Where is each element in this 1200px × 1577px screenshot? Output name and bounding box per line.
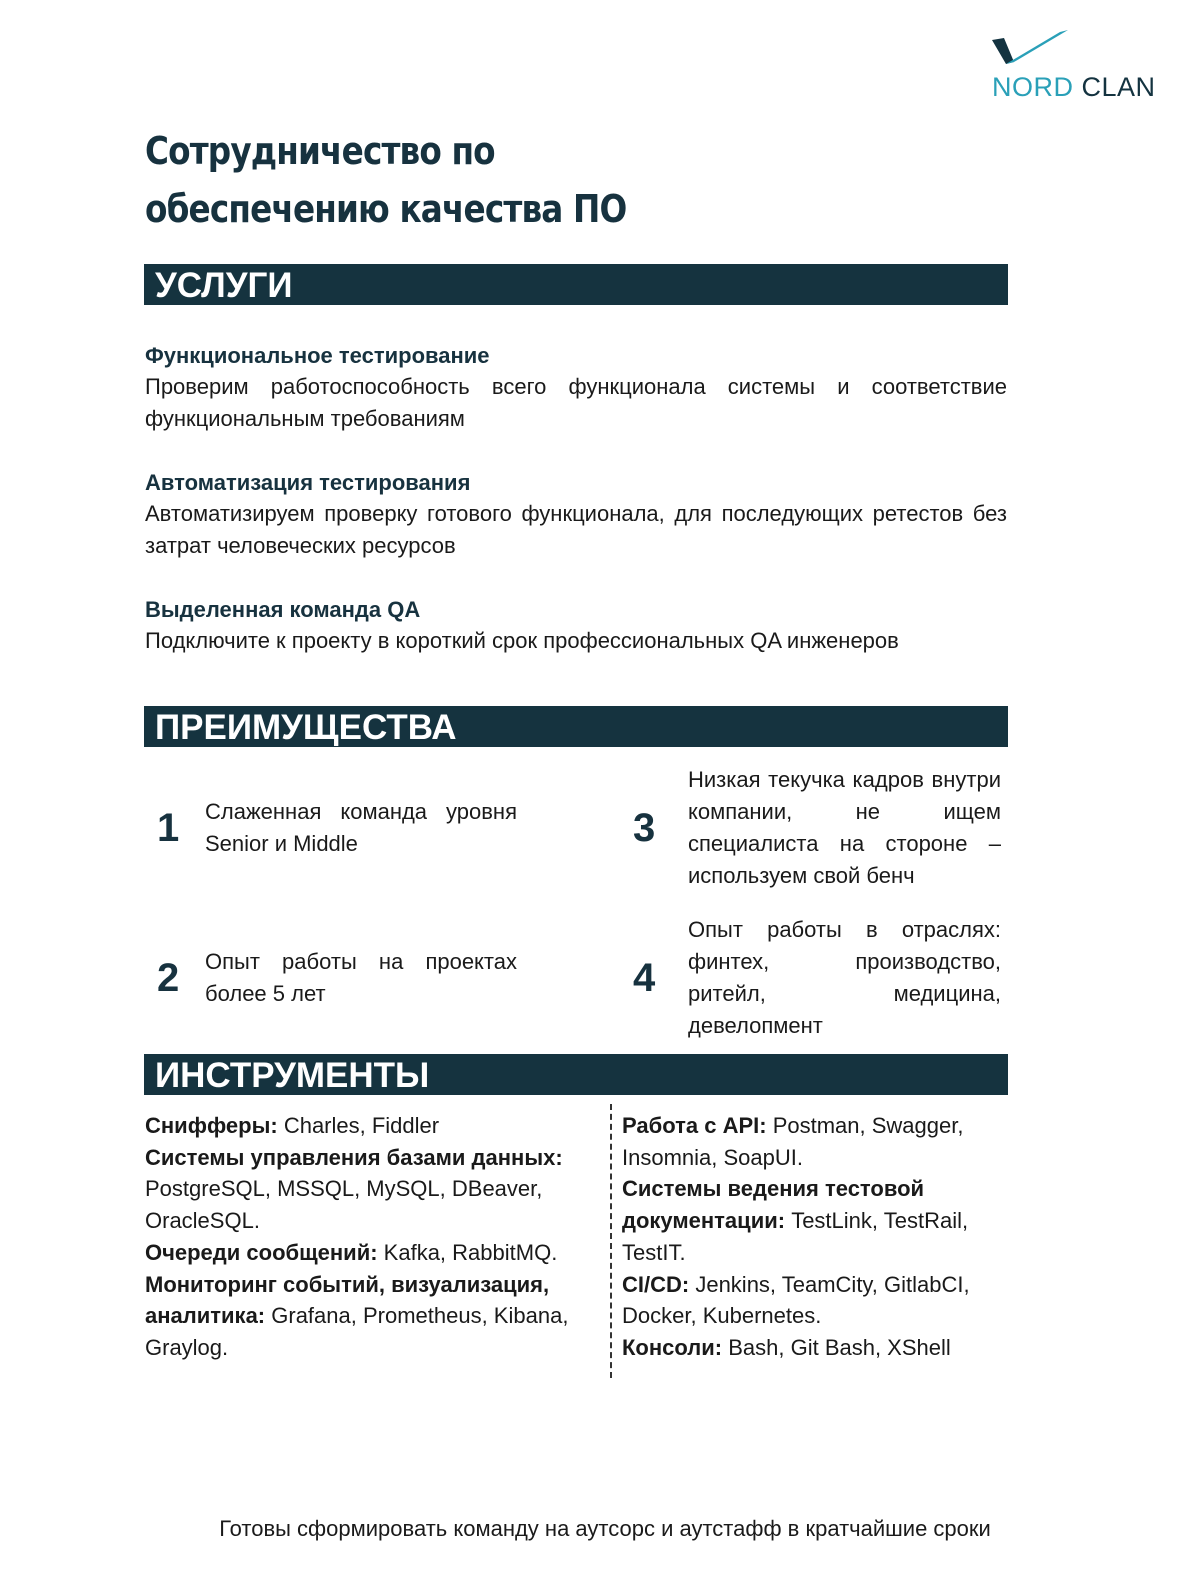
tool-group-test-documentation: Системы ведения тестовой документации: TestLink, TestRail, TestIT.	[622, 1176, 969, 1265]
service-title-functional: Функциональное тестирование	[145, 343, 490, 368]
page-title-line-2: обеспечению качества ПО	[145, 187, 627, 231]
advantage-text-3: Низкая текучка кадров внутри компании, не ищем специалиста на стороне – используем свой бенч	[688, 767, 1001, 888]
page-title	[145, 122, 678, 238]
page-title-line-1: Сотрудничество по	[145, 129, 495, 173]
tool-group-dbms: Системы управления базами данных: PostgreSQL, MSSQL, MySQL, DBeaver, OracleSQL.	[145, 1144, 563, 1234]
advantage-number-2: 2	[157, 956, 180, 1000]
advantage-number-3: 3	[633, 806, 656, 850]
logo-wordmark: NORD CLAN	[992, 72, 1156, 102]
tools-header: ИНСТРУМЕНТЫ	[144, 1054, 1008, 1095]
tools-column-divider	[610, 1104, 612, 1378]
checkmark-bird-logo-icon	[990, 28, 1070, 70]
advantage-number-1: 1	[157, 806, 180, 850]
tool-group-api: Работа с API: Postman, Swagger, Insomnia, SoapUI.	[622, 1113, 964, 1170]
advantage-text-4: Опыт работы в отраслях: финтех, производство, ритейл, медицина, девелопмент	[688, 917, 1001, 1038]
service-title-dedicated-team: Выделенная команда QA	[145, 597, 421, 622]
tools-left-column	[145, 1110, 610, 1364]
company-logo	[990, 28, 1156, 102]
tool-group-ci-cd: CI/CD: Jenkins, TeamCity, GitlabCI, Docker, Kubernetes.	[622, 1271, 970, 1329]
tool-group-monitoring: Мониторинг событий, визуализация, аналитика: Grafana, Prometheus, Kibana, Graylog.	[145, 1271, 569, 1360]
advantages-header: ПРЕИМУЩЕСТВА	[144, 706, 1008, 747]
service-title-automation: Автоматизация тестирования	[145, 470, 471, 495]
tool-group-consoles: Консоли: Bash, Git Bash, XShell	[622, 1334, 951, 1360]
footer-text: Готовы сформировать команду на аутсорс и аутстафф в кратчайшие сроки	[219, 1516, 991, 1541]
tool-group-message-queues: Очереди сообщений: Kafka, RabbitMQ.	[145, 1239, 558, 1265]
service-text-dedicated-team: Подключите к проекту в короткий срок профессиональных QA инженеров	[145, 628, 899, 653]
service-text-functional: Проверим работоспособность всего функционала системы и соответствие функциональным требованиям	[145, 374, 1007, 431]
services-header: УСЛУГИ	[144, 264, 1008, 305]
service-text-automation: Автоматизируем проверку готового функционала, для последующих ретестов без затрат человеческих ресурсов	[145, 501, 1007, 558]
advantage-number-4: 4	[633, 956, 656, 1000]
advantage-text-1: Слаженная команда уровня Senior и Middle	[205, 799, 517, 856]
advantage-text-2: Опыт работы на проектах более 5 лет	[205, 949, 517, 1006]
tools-right-column	[622, 1110, 1008, 1364]
tool-group-sniffers: Снифферы: Charles, Fiddler	[145, 1113, 440, 1138]
